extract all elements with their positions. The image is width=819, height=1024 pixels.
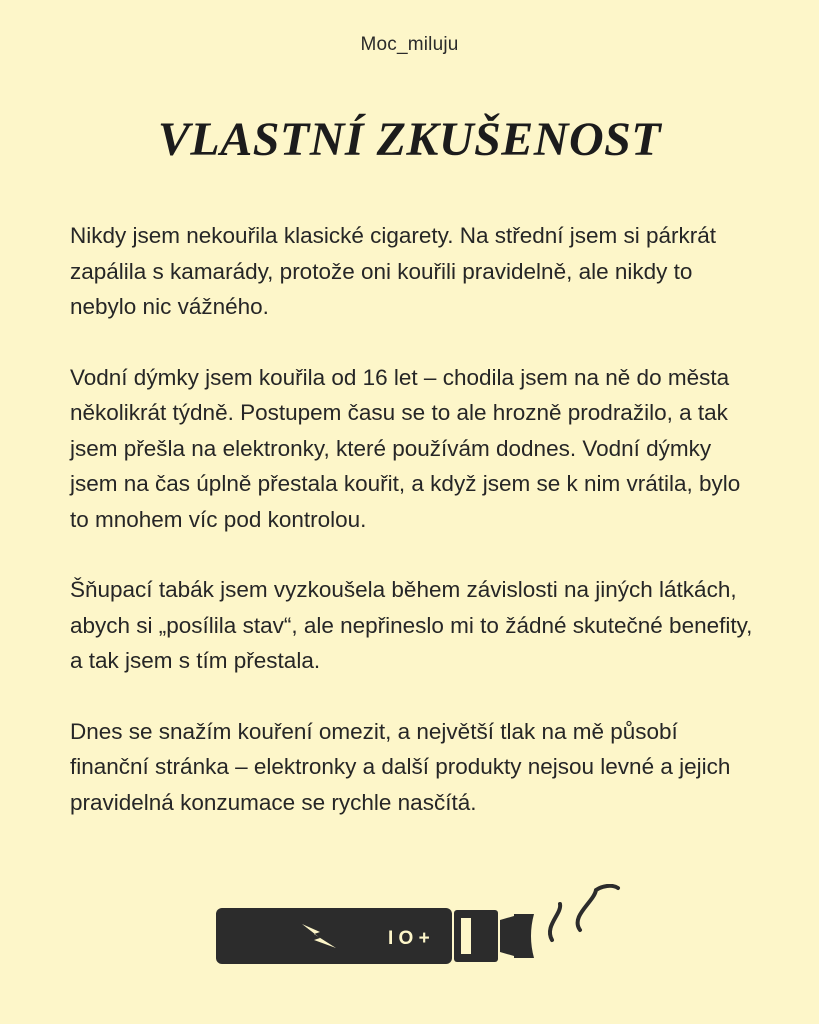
e-cigarette-icon [214,884,624,974]
paragraph-2: Vodní dýmky jsem kouřila od 16 let – chodila jsem na ně do města několikrát týdně. Postupem času se to ale hrozně prodražilo, a tak jsem přešla na elektronky, které používám dodnes. Vodní dýmky jsem na čas úplně přestala kouřit, a když jsem se k nim vrátila, bylo to mnohem víc pod kontrolou. [70,364,741,532]
paragraph-1: Nikdy jsem nekouřila klasické cigarety. Na střední jsem si párkrát zapálila s kamarády, protože oni kouřili pravidelně, ale nikdy to nebylo nic vážného. [70,223,717,319]
vape-mouthpiece [500,916,514,956]
page-title: VLASTNÍ ZKUŠENOST [157,113,662,166]
article-body [70,218,760,855]
vape-button-label: I O + [388,928,430,949]
paragraph-3: Šňupací tabák jsem vyzkoušela během závislosti na jiných látkách, abych si „posílila stav“, ale nepřineslo mi to žádné skutečné benefity, a tak jsem s tím přestala. [70,577,753,673]
paragraph-4: Dnes se snažím kouření omezit, a největší tlak na mě působí finanční stránka – elektronky a další produkty nejsou levné a jejich pravidelná konzumace se rychle nasčítá. [70,718,731,815]
vape-tank [454,910,498,962]
smoke-icon [550,904,560,940]
account-handle: Moc_miluju [360,34,459,55]
